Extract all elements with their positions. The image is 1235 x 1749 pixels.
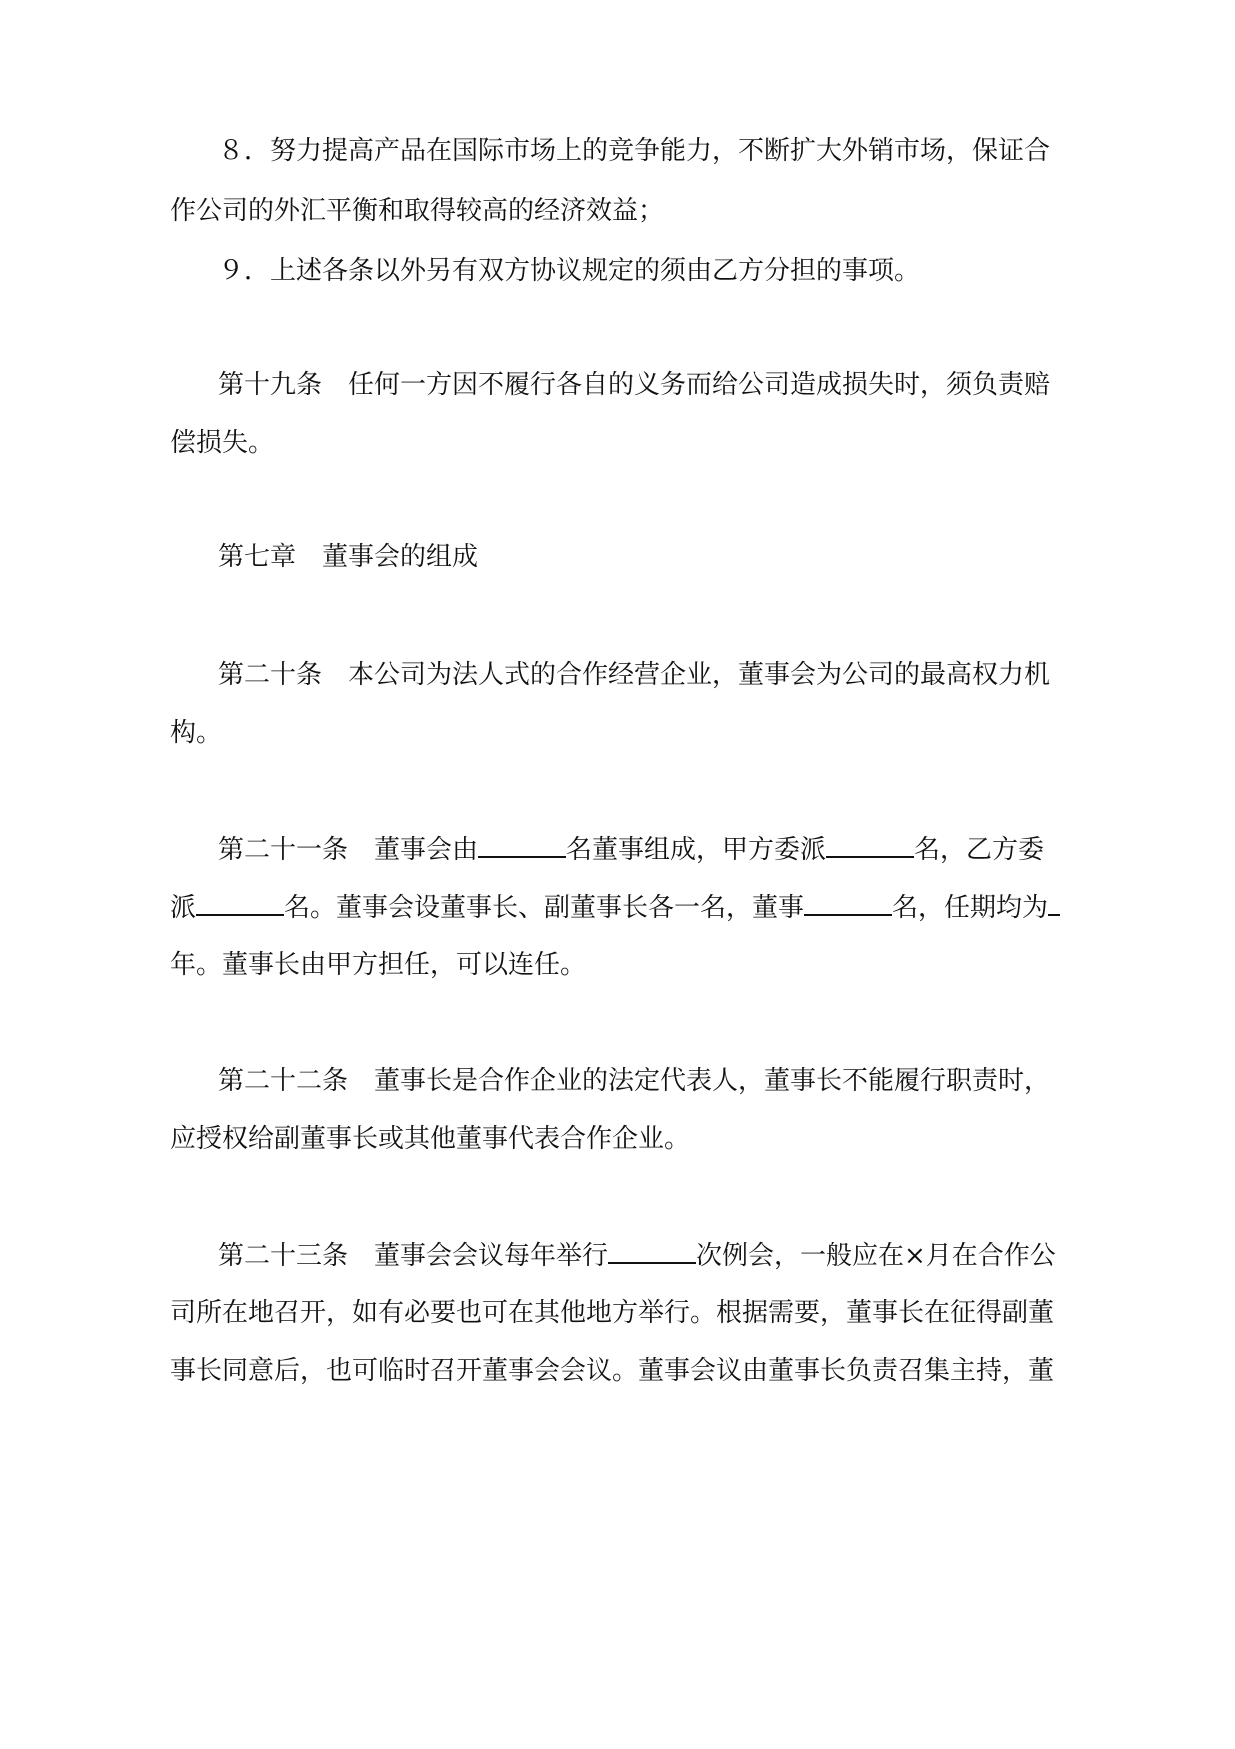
article-23-line-2: 司所在地召开，如有必要也可在其他地方举行。根据需要，董事长在征得副董 (170, 1298, 1055, 1328)
article-19-line-2: 偿损失。 (170, 428, 275, 458)
article-23-text: 第二十三条 董事会会议每年举行 (218, 1241, 609, 1271)
article-22-line-1: 第二十二条 董事长是合作企业的法定代表人，董事长不能履行职责时， (218, 1066, 1051, 1096)
article-23-line-1 (218, 1240, 1056, 1271)
article-23-line-3: 事长同意后，也可临时召开董事会会议。董事会议由董事长负责召集主持，董 (170, 1356, 1055, 1386)
article-21-text: 名董事组成，甲方委派 (566, 835, 827, 865)
article-20-line-1: 第二十条 本公司为法人式的合作经营企业，董事会为公司的最高权力机 (218, 660, 1051, 690)
blank-field[interactable] (826, 834, 914, 858)
article-19-line-1: 第十九条 任何一方因不履行各自的义务而给公司造成损失时，须负责赔 (218, 370, 1051, 400)
article-21-line-3: 年。董事长由甲方担任，可以连任。 (170, 950, 587, 980)
item-8-line-1: ８．努力提高产品在国际市场上的竞争能力，不断扩大外销市场，保证合 (218, 136, 1051, 166)
article-21-text: 名，任期均为 (892, 893, 1049, 923)
blank-field[interactable] (1048, 892, 1060, 916)
blank-field[interactable] (196, 892, 284, 916)
chapter-7-heading: 第七章 董事会的组成 (218, 542, 479, 572)
item-9-line: ９．上述各条以外另有双方协议规定的须由乙方分担的事项。 (218, 256, 921, 286)
article-21-text: 派 (170, 893, 197, 923)
article-21-text: 名。董事会设董事长、副董事长各一名，董事 (284, 893, 805, 923)
article-20-line-2: 构。 (170, 718, 223, 748)
article-23-text: 次例会，一般应在×月在合作公 (696, 1241, 1056, 1271)
blank-field[interactable] (478, 834, 566, 858)
article-21-text: 名，乙方委 (914, 835, 1045, 865)
article-21-line-1 (218, 834, 1044, 865)
article-21-text: 第二十一条 董事会由 (218, 835, 479, 865)
item-8-line-2: 作公司的外汇平衡和取得较高的经济效益； (170, 196, 665, 226)
article-22-line-2: 应授权给副董事长或其他董事代表合作企业。 (170, 1124, 691, 1154)
blank-field[interactable] (608, 1240, 696, 1264)
article-21-line-2 (170, 892, 1060, 923)
blank-field[interactable] (804, 892, 892, 916)
